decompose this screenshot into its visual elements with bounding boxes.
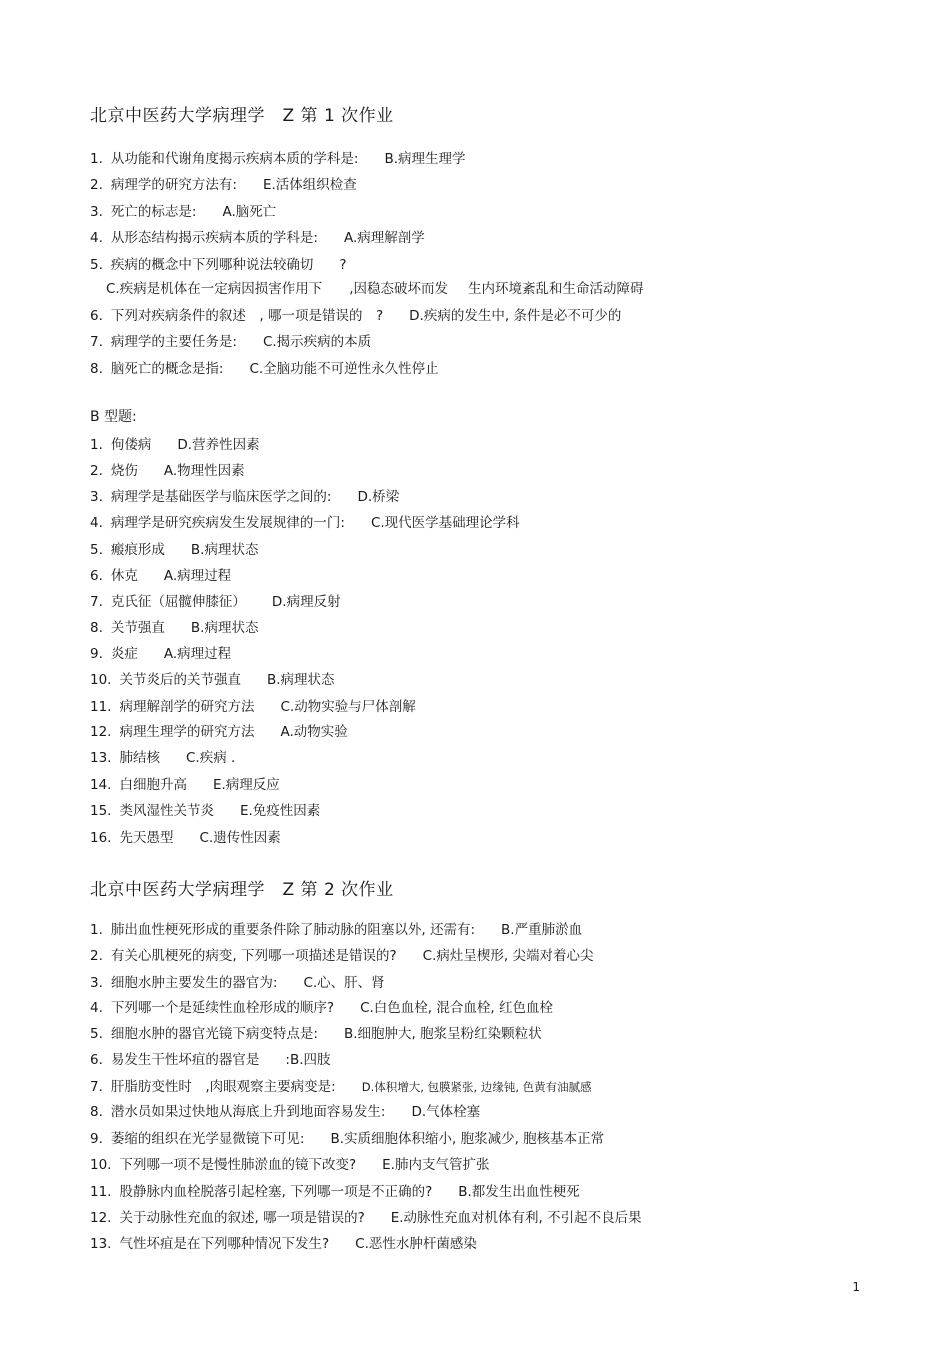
- answer-text-continued: 生内环境紊乱和生命活动障碍: [468, 281, 644, 297]
- item-number: 8.: [90, 1104, 103, 1120]
- question-text: 关节强直: [110, 620, 165, 636]
- item-number: 8.: [90, 620, 103, 636]
- item-number: 13.: [90, 750, 112, 766]
- item-number: 4.: [90, 515, 103, 531]
- list-item: [90, 1206, 642, 1226]
- answer-text: B.病理状态: [190, 542, 259, 558]
- list-item: [90, 590, 341, 610]
- question-text: 细胞水肿的器官光镜下病变特点是:: [110, 1026, 318, 1042]
- list-item: [90, 746, 235, 766]
- answer-text: B.细胞肿大, 胞浆呈粉红染颗粒状: [343, 1026, 542, 1042]
- answer-text: C.恶性水肿杆菌感染: [355, 1236, 477, 1252]
- item-number: 12.: [90, 1210, 112, 1226]
- question-text: 白细胞升高: [119, 777, 187, 793]
- answer-text: D.疾病的发生中, 条件是必不可少的: [409, 308, 622, 324]
- page-number: 1: [852, 1280, 860, 1294]
- list-item: [90, 773, 280, 793]
- question-text: 病理学的主要任务是:: [110, 334, 237, 350]
- question-text: 炎症: [110, 646, 138, 662]
- answer-text: :B.四肢: [285, 1052, 331, 1068]
- list-item: [90, 668, 335, 688]
- answer-text: C.疾病 .: [185, 750, 236, 766]
- list-item: [90, 330, 371, 350]
- answer-text: D.营养性因素: [177, 437, 260, 453]
- question-text: 脑死亡的概念是指:: [110, 361, 224, 377]
- answer-text: A.脑死亡: [222, 204, 277, 220]
- item-number: 1.: [90, 437, 103, 453]
- list-item-continuation: [106, 277, 644, 297]
- list-item: [90, 996, 553, 1016]
- item-number: 9.: [90, 1131, 103, 1147]
- list-item: [90, 511, 520, 531]
- answer-text: B.病理状态: [190, 620, 259, 636]
- question-text: 气性坏疽是在下列哪种情况下发生?: [119, 1236, 330, 1252]
- list-item: [90, 564, 231, 584]
- item-number: 6.: [90, 568, 103, 584]
- answer-text: C.病灶呈楔形, 尖端对着心尖: [422, 948, 594, 964]
- list-item: [90, 1100, 480, 1120]
- question-text: 病理学是研究疾病发生发展规律的一门:: [110, 515, 345, 531]
- item-number: 2.: [90, 463, 103, 479]
- question-text: 股静脉内血栓脱落引起栓塞, 下列哪一项是不正确的?: [119, 1184, 433, 1200]
- item-number: 8.: [90, 361, 103, 377]
- question-text: 病理学的研究方法有:: [110, 177, 237, 193]
- item-number: 5.: [90, 542, 103, 558]
- list-item: [90, 695, 416, 715]
- question-text: 疾病的概念中下列哪种说法较确切: [110, 257, 314, 273]
- question-text: 病理学是基础医学与临床医学之间的:: [110, 489, 332, 505]
- section-title: 北京中医药大学病理学 Z 第 2 次作业: [90, 880, 394, 900]
- list-item: [90, 1048, 331, 1068]
- answer-text: A.病理解剖学: [343, 230, 425, 246]
- answer-text: B.病理状态: [266, 672, 335, 688]
- question-text: 先天愚型: [119, 830, 174, 846]
- answer-text: B.实质细胞体积缩小, 胞浆减少, 胞核基本正常: [330, 1131, 605, 1147]
- answer-text: E.肺内支气管扩张: [382, 1157, 490, 1173]
- page-title: 北京中医药大学病理学 Z 第 1 次作业: [90, 106, 394, 126]
- answer-text: A.病理过程: [163, 568, 232, 584]
- list-item: [90, 1153, 489, 1173]
- list-item: [90, 357, 439, 377]
- section-label: B 型题:: [90, 409, 137, 425]
- list-item: [90, 538, 258, 558]
- item-number: 7.: [90, 334, 103, 350]
- item-number: 7.: [90, 594, 103, 610]
- answer-text: C.动物实验与尸体剖解: [280, 699, 416, 715]
- question-text: 死亡的标志是:: [110, 204, 197, 220]
- item-number: 2.: [90, 948, 103, 964]
- item-number: 15.: [90, 803, 112, 819]
- item-number: 1.: [90, 151, 103, 167]
- item-number: 1.: [90, 922, 103, 938]
- answer-text: C.遗传性因素: [199, 830, 281, 846]
- list-item: [90, 826, 281, 846]
- item-number: 2.: [90, 177, 103, 193]
- list-item: [90, 173, 357, 193]
- answer-text: C.全脑功能不可逆性永久性停止: [249, 361, 439, 377]
- question-text: 瘢痕形成: [110, 542, 165, 558]
- item-number: 10.: [90, 1157, 112, 1173]
- item-number: 12.: [90, 724, 112, 740]
- list-item: [90, 971, 385, 991]
- question-text: 从形态结构揭示疾病本质的学科是:: [110, 230, 318, 246]
- list-item: [90, 459, 245, 479]
- answer-text: D.气体栓塞: [411, 1104, 481, 1120]
- question-text: 易发生干性坏疽的器官是: [110, 1052, 260, 1068]
- item-number: 6.: [90, 308, 103, 324]
- question-text: 下列哪一项不是慢性肺淤血的镜下改变?: [119, 1157, 357, 1173]
- question-text: 细胞水肿主要发生的器官为:: [110, 975, 278, 991]
- list-item: [90, 485, 399, 505]
- answer-text: E.免疫性因素: [239, 803, 321, 819]
- question-text: 下列对疾病条件的叙述 , 哪一项是错误的 ?: [110, 308, 384, 324]
- item-number: 11.: [90, 1184, 112, 1200]
- list-item: [90, 799, 320, 819]
- list-item: [90, 200, 276, 220]
- item-number: 4.: [90, 230, 103, 246]
- item-number: 14.: [90, 777, 112, 793]
- answer-text: E.病理反应: [212, 777, 280, 793]
- answer-text: A.物理性因素: [163, 463, 245, 479]
- answer-text: D.体积增大, 包膜紧张, 边缘钝, 色黄有油腻感: [361, 1080, 592, 1094]
- question-text: 佝偻病: [110, 437, 152, 453]
- item-number: 4.: [90, 1000, 103, 1016]
- list-item: [90, 944, 593, 964]
- item-number: 3.: [90, 975, 103, 991]
- answer-text: D.桥梁: [357, 489, 400, 505]
- answer-text: C.现代医学基础理论学科: [370, 515, 520, 531]
- answer-text: C.疾病是机体在一定病因损害作用下 ,因稳态破坏而发: [106, 281, 449, 297]
- list-item: [90, 226, 425, 246]
- list-item: [90, 918, 582, 938]
- answer-text: C.白色血栓, 混合血栓, 红色血栓: [360, 1000, 553, 1016]
- list-item: [90, 1232, 477, 1252]
- question-text: 下列哪一个是延续性血栓形成的顺序?: [110, 1000, 335, 1016]
- answer-text: B.严重肺淤血: [501, 922, 583, 938]
- question-text: 休克: [110, 568, 138, 584]
- answer-text: B.都发生出血性梗死: [458, 1184, 580, 1200]
- answer-text: C.揭示疾病的本质: [262, 334, 372, 350]
- question-text: 克氏征（屈髋伸膝征）: [110, 594, 246, 610]
- item-number: 3.: [90, 489, 103, 505]
- item-number: 7.: [90, 1079, 103, 1095]
- question-text: 肺出血性梗死形成的重要条件除了肺动脉的阻塞以外, 还需有:: [110, 922, 476, 938]
- list-item: [90, 147, 466, 167]
- item-number: 6.: [90, 1052, 103, 1068]
- question-text: 萎缩的组织在光学显微镜下可见:: [110, 1131, 305, 1147]
- question-text: 有关心肌梗死的病变, 下列哪一项描述是错误的?: [110, 948, 397, 964]
- list-item: [90, 642, 231, 662]
- item-number: 3.: [90, 204, 103, 220]
- question-text: 病理解剖学的研究方法: [119, 699, 255, 715]
- list-item: [90, 433, 260, 453]
- list-item: [90, 1022, 542, 1042]
- question-text: 关于动脉性充血的叙述, 哪一项是错误的?: [119, 1210, 365, 1226]
- question-text: 肝脂肪变性时 ,肉眼观察主要病变是:: [110, 1079, 336, 1095]
- answer-text: ?: [339, 257, 347, 273]
- list-item: [90, 1127, 604, 1147]
- question-text: 关节炎后的关节强直: [119, 672, 241, 688]
- item-number: 5.: [90, 257, 103, 273]
- question-text: 烧伤: [110, 463, 138, 479]
- answer-text: A.病理过程: [163, 646, 232, 662]
- question-text: 类风湿性关节炎: [119, 803, 214, 819]
- answer-text: E.动脉性充血对机体有利, 不引起不良后果: [390, 1210, 642, 1226]
- item-number: 11.: [90, 699, 112, 715]
- list-item: [90, 253, 347, 273]
- list-item: [90, 304, 621, 324]
- item-number: 5.: [90, 1026, 103, 1042]
- list-item: [90, 1075, 592, 1095]
- answer-text: D.病理反射: [271, 594, 341, 610]
- question-text: 潜水员如果过快地从海底上升到地面容易发生:: [110, 1104, 386, 1120]
- item-number: 10.: [90, 672, 112, 688]
- item-number: 16.: [90, 830, 112, 846]
- item-number: 9.: [90, 646, 103, 662]
- question-text: 病理生理学的研究方法: [119, 724, 255, 740]
- question-text: 肺结核: [119, 750, 160, 766]
- answer-text: A.动物实验: [280, 724, 348, 740]
- list-item: [90, 1180, 580, 1200]
- answer-text: B.病理生理学: [384, 151, 466, 167]
- answer-text: E.活体组织检查: [262, 177, 357, 193]
- list-item: [90, 720, 348, 740]
- question-text: 从功能和代谢角度揭示疾病本质的学科是:: [110, 151, 359, 167]
- item-number: 13.: [90, 1236, 112, 1252]
- list-item: [90, 616, 258, 636]
- answer-text: C.心、肝、肾: [303, 975, 385, 991]
